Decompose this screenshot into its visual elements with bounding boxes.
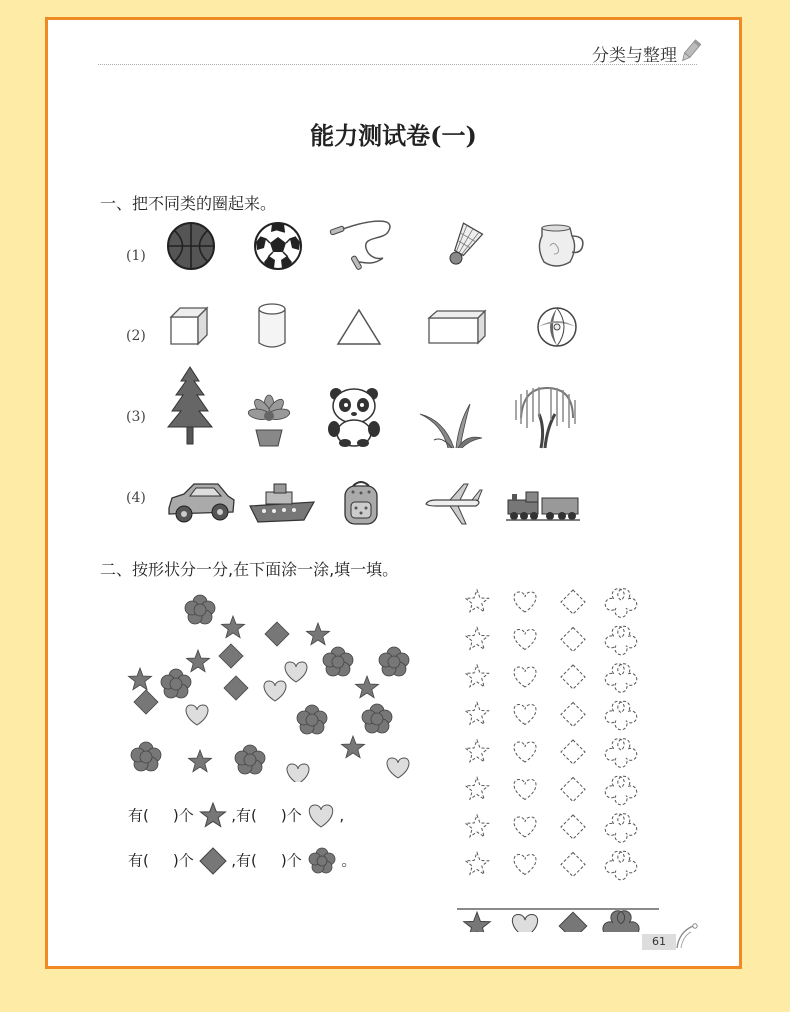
heart-shape <box>186 705 208 725</box>
heart-icon <box>307 802 335 830</box>
tally-cell-flower[interactable] <box>605 701 636 730</box>
row-label-3: (3) <box>126 409 146 425</box>
jump-rope-icon[interactable] <box>328 218 398 274</box>
backpack-icon[interactable] <box>341 478 381 526</box>
tally-cell-star[interactable] <box>466 665 489 687</box>
tally-cell-heart[interactable] <box>514 592 536 612</box>
tally-cell-diamond[interactable] <box>561 590 585 614</box>
diamond-shape <box>224 676 248 700</box>
grass-icon[interactable] <box>414 400 484 450</box>
star-shape <box>129 668 152 690</box>
star-shape <box>307 623 330 645</box>
tally-cell-diamond[interactable] <box>561 853 585 877</box>
tally-cell-star[interactable] <box>466 590 489 612</box>
heart-shape <box>387 758 409 778</box>
worksheet-page <box>45 17 742 969</box>
tally-cell-star[interactable] <box>466 703 489 725</box>
tally-cell-diamond[interactable] <box>561 665 585 689</box>
beach-ball-icon[interactable] <box>535 305 579 349</box>
tally-cell-flower[interactable] <box>605 664 636 693</box>
count-sentence-2: 有( )个 ,有( )个 。 <box>128 846 356 876</box>
swoosh-icon <box>673 922 699 950</box>
part1-heading: 一、把不同类的圈起来。 <box>100 194 277 213</box>
diamond-icon <box>199 847 227 875</box>
tally-cell-flower[interactable] <box>605 739 636 768</box>
flower-shape <box>185 595 215 624</box>
heart-shape <box>264 681 286 701</box>
car-icon[interactable] <box>166 480 236 524</box>
legend-star-icon <box>464 912 490 932</box>
star-shape <box>222 616 245 638</box>
tally-cell-flower[interactable] <box>605 814 636 843</box>
flower-shape <box>235 745 265 774</box>
shape-tally-chart[interactable] <box>453 586 663 932</box>
airplane-icon[interactable] <box>424 482 484 526</box>
tally-cell-flower[interactable] <box>605 589 636 618</box>
row-label-2: (2) <box>126 328 146 344</box>
pencil-icon <box>679 38 701 64</box>
tally-cell-star[interactable] <box>466 853 489 875</box>
star-icon <box>199 802 227 830</box>
flower-shape <box>362 704 392 733</box>
flower-shape <box>131 742 161 771</box>
tally-cell-heart[interactable] <box>514 742 536 762</box>
flower-icon <box>307 846 337 876</box>
flower-shape <box>297 705 327 734</box>
cuboid-icon[interactable] <box>426 308 488 346</box>
heart-shape <box>285 662 307 682</box>
tally-cell-heart[interactable] <box>514 855 536 875</box>
star-shape <box>342 736 365 758</box>
tally-cell-star[interactable] <box>466 778 489 800</box>
page-number: 61 <box>642 934 676 950</box>
tally-cell-diamond[interactable] <box>561 740 585 764</box>
willow-tree-icon[interactable] <box>511 384 581 450</box>
tally-cell-star[interactable] <box>466 815 489 837</box>
tally-cell-flower[interactable] <box>605 776 636 805</box>
tally-cell-star[interactable] <box>466 740 489 762</box>
basketball-icon[interactable] <box>165 220 217 272</box>
flower-shape <box>379 647 409 676</box>
tally-cell-star[interactable] <box>466 628 489 650</box>
shuttlecock-icon[interactable] <box>438 222 488 270</box>
star-shape <box>356 676 379 698</box>
tally-cell-flower[interactable] <box>605 851 636 880</box>
train-icon[interactable] <box>506 486 580 522</box>
tally-cell-flower[interactable] <box>605 626 636 655</box>
tally-cell-heart[interactable] <box>514 667 536 687</box>
tally-cell-diamond[interactable] <box>561 703 585 727</box>
diamond-shape <box>265 622 289 646</box>
panda-icon[interactable] <box>325 385 383 447</box>
legend-heart-icon <box>512 915 537 933</box>
teapot-icon[interactable] <box>534 220 588 270</box>
legend-diamond-icon <box>559 912 587 932</box>
tally-cell-heart[interactable] <box>514 780 536 800</box>
cube-icon[interactable] <box>168 305 210 347</box>
row-label-1: (1) <box>126 248 146 264</box>
heart-shape <box>287 764 309 782</box>
ship-icon[interactable] <box>248 480 316 524</box>
diamond-shape <box>134 690 158 714</box>
potted-flower-icon[interactable] <box>241 392 297 448</box>
flower-shape <box>323 647 353 676</box>
pine-tree-icon[interactable] <box>166 365 214 447</box>
star-shape <box>189 750 212 772</box>
scattered-shapes <box>118 592 418 782</box>
tally-cell-heart[interactable] <box>514 705 536 725</box>
star-shape <box>187 650 210 672</box>
diamond-shape <box>219 644 243 668</box>
tally-cell-diamond[interactable] <box>561 628 585 652</box>
flower-shape <box>161 669 191 698</box>
soccer-ball-icon[interactable] <box>252 220 304 272</box>
tally-cell-diamond[interactable] <box>561 778 585 802</box>
legend-flower-icon <box>603 911 639 932</box>
tally-cell-diamond[interactable] <box>561 815 585 839</box>
page-title: 能力测试卷(一) <box>310 121 477 150</box>
cylinder-icon[interactable] <box>256 301 288 351</box>
part2-heading: 二、按形状分一分,在下面涂一涂,填一填。 <box>100 560 399 579</box>
triangle-icon[interactable] <box>335 307 383 347</box>
row-label-4: (4) <box>126 490 146 506</box>
count-sentence-1: 有( )个 ,有( )个 , <box>128 802 344 830</box>
header-divider <box>98 64 697 65</box>
tally-cell-heart[interactable] <box>514 630 536 650</box>
section-header: 分类与整理 <box>592 46 677 66</box>
tally-cell-heart[interactable] <box>514 817 536 837</box>
